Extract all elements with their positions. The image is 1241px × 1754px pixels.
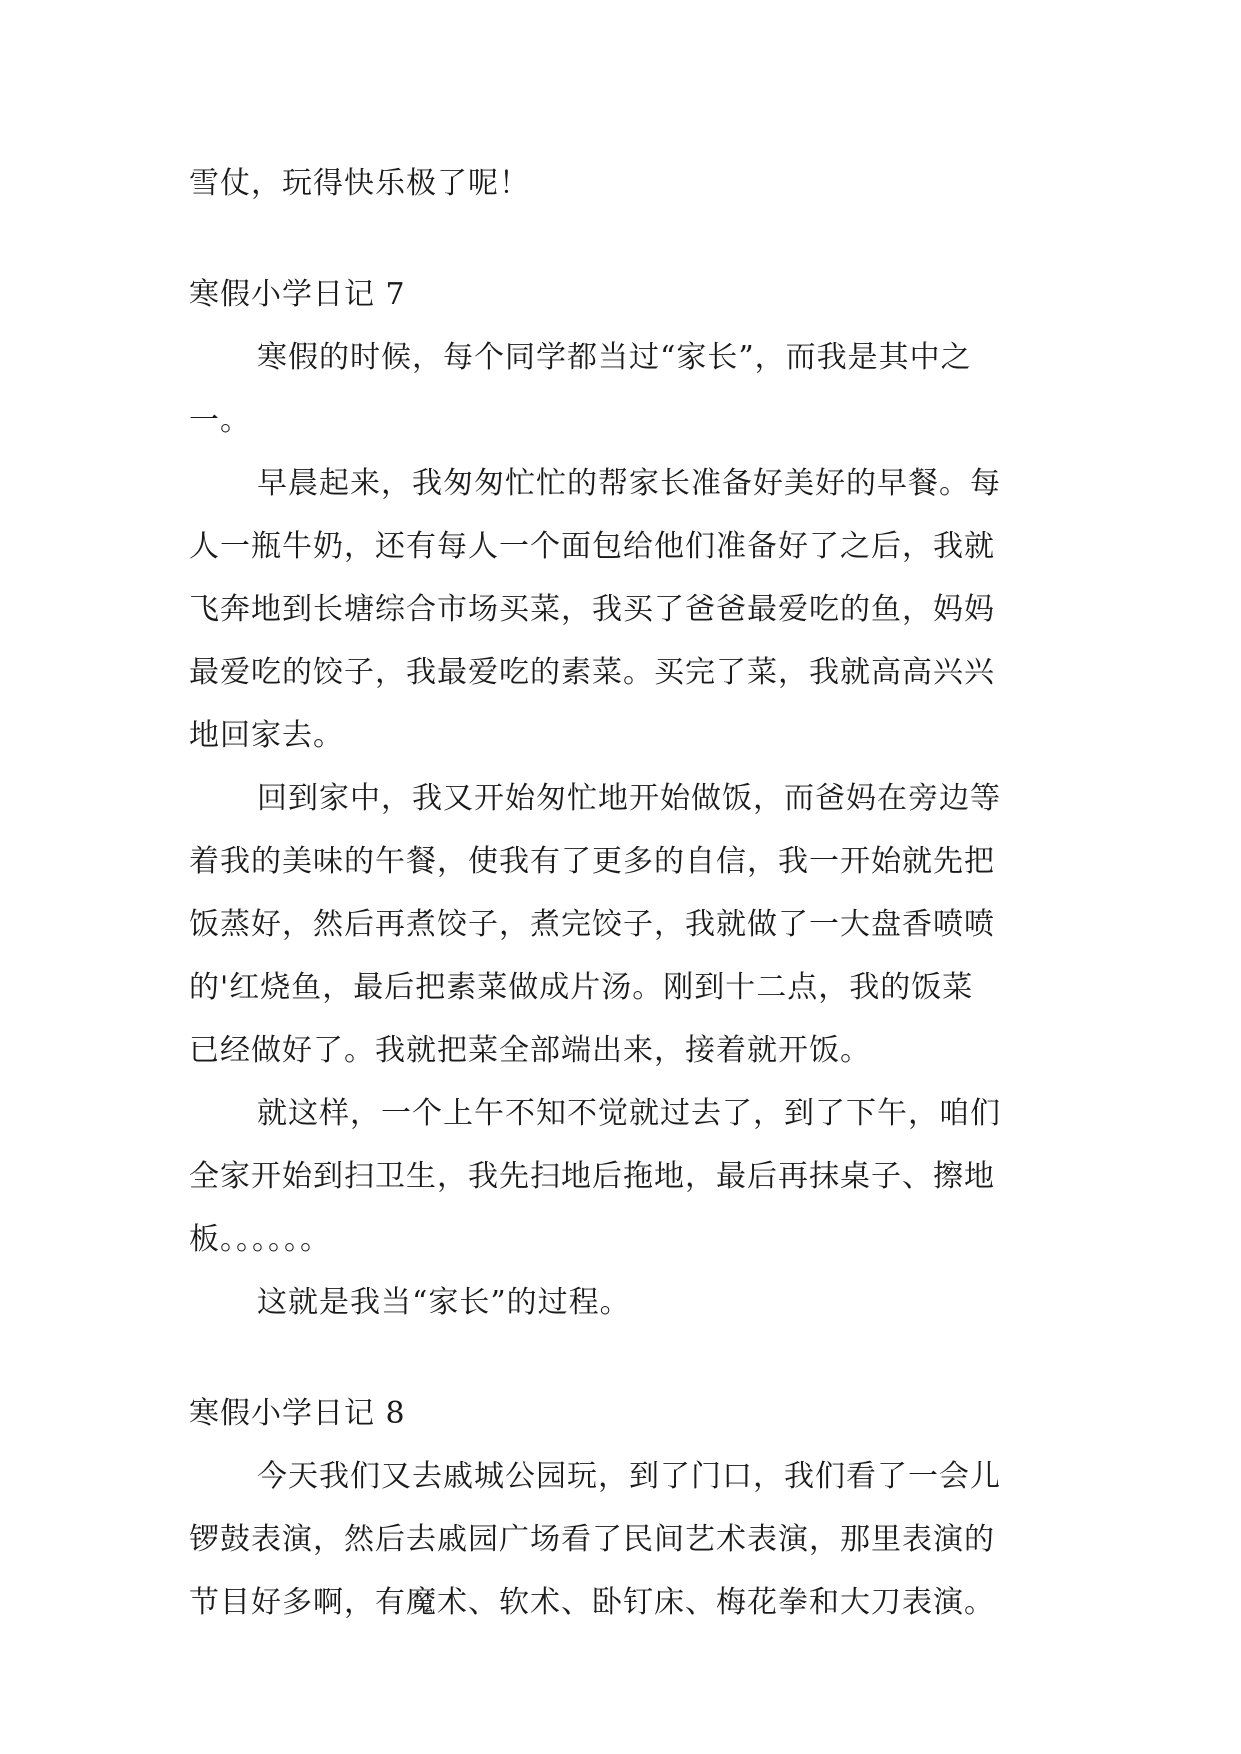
paragraph-line: 板。。。。。。	[189, 1222, 331, 1257]
paragraph	[189, 1271, 1069, 1334]
paragraph-line: 人一瓶牛奶，还有每人一个面包给他们准备好了之后，我就	[189, 529, 995, 564]
paragraph	[189, 767, 1069, 1082]
section-heading: 寒假小学日记 7	[189, 277, 406, 312]
paragraph-line: 地回家去。	[189, 718, 344, 753]
lead-in-line: 雪仗，玩得快乐极了呢！	[189, 166, 530, 201]
section-heading: 寒假小学日记 8	[189, 1396, 406, 1431]
paragraph-line: 一。	[189, 403, 251, 438]
document-page	[189, 152, 1069, 1634]
paragraph-line: 全家开始到扫卫生，我先扫地后拖地，最后再抹桌子、擦地	[189, 1159, 995, 1194]
paragraph-line: 节目好多啊，有魔术、软术、卧钉床、梅花拳和大刀表演。	[189, 1585, 995, 1620]
paragraph-line: 早晨起来，我匆匆忙忙的帮家长准备好美好的早餐。每	[257, 466, 1001, 501]
paragraph-line: 回到家中，我又开始匆忙地开始做饭，而爸妈在旁边等	[257, 781, 1001, 816]
paragraph-line: 已经做好了。我就把菜全部端出来，接着就开饭。	[189, 1033, 871, 1068]
paragraph-line: 着我的美味的午餐，使我有了更多的自信，我一开始就先把	[189, 844, 995, 879]
paragraph-line: 今天我们又去戚城公园玩，到了门口，我们看了一会儿	[257, 1459, 1001, 1494]
paragraph-line: 这就是我当“家长”的过程。	[257, 1285, 631, 1320]
paragraph-line: 饭蒸好，然后再煮饺子，煮完饺子，我就做了一大盘香喷喷	[189, 907, 995, 942]
paragraph	[189, 326, 1069, 452]
paragraph-line: 最爱吃的饺子，我最爱吃的素菜。买完了菜，我就高高兴兴	[189, 655, 995, 690]
paragraph-line: 锣鼓表演，然后去戚园广场看了民间艺术表演，那里表演的	[189, 1522, 995, 1557]
section-gap	[189, 1334, 1069, 1382]
section-gap	[189, 215, 1069, 263]
paragraph-line: 寒假的时候，每个同学都当过“家长”，而我是其中之	[257, 340, 972, 375]
paragraph-line: 就这样，一个上午不知不觉就过去了，到了下午，咱们	[257, 1096, 1001, 1131]
paragraph-line: 的'红烧鱼，最后把素菜做成片汤。刚到十二点，我的饭菜	[189, 970, 974, 1005]
paragraph	[189, 452, 1069, 767]
paragraph	[189, 1082, 1069, 1271]
paragraph-line: 飞奔地到长塘综合市场买菜，我买了爸爸最爱吃的鱼，妈妈	[189, 592, 995, 627]
paragraph	[189, 1445, 1069, 1634]
